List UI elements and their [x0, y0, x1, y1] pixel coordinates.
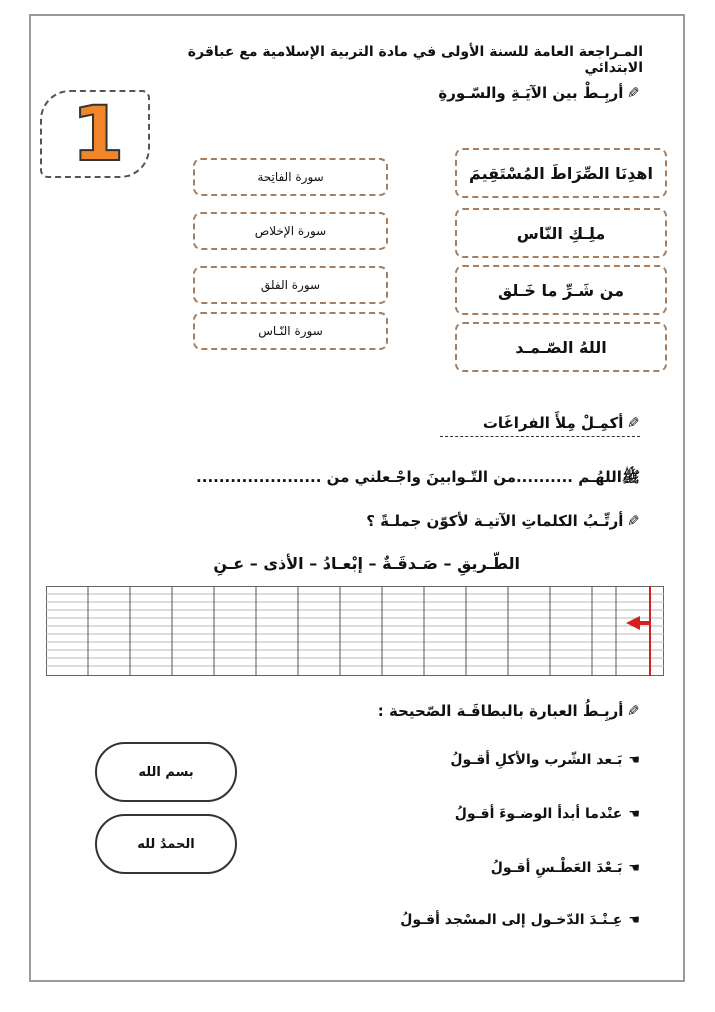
pointing-hand-icon: ☚ — [628, 861, 640, 876]
section3-heading — [330, 512, 640, 530]
pen-icon: ✎ — [627, 84, 640, 102]
phrase-text: عنْدما أبدأ الوضـوءَ أقـولُ — [454, 806, 623, 822]
verse-text: من شَـرِّ ما خَـلق — [497, 280, 625, 300]
fill-blank-sentence: ﷺاللهُـم ..........من التّـوابينَ واجْـعلني من ...................... — [196, 468, 640, 486]
surah-text: سورة الفاتِحة — [257, 170, 324, 184]
surah-card-3[interactable] — [193, 266, 388, 304]
pointing-hand-icon: ☚ — [628, 807, 640, 822]
section2-heading — [440, 414, 640, 437]
phrase-text: عِـنْـدَ الدّخـول إلى المسْجد أقـولُ — [400, 912, 623, 928]
surah-card-4[interactable] — [193, 312, 388, 350]
phrase-4[interactable] — [300, 912, 640, 928]
answer-card-2[interactable] — [95, 814, 237, 874]
surah-card-1[interactable] — [193, 158, 388, 196]
verse-text: اللهُ الصّـمـد — [515, 337, 607, 357]
verse-card-2[interactable] — [455, 208, 667, 258]
pen-icon: ✎ — [627, 512, 640, 530]
surah-card-2[interactable] — [193, 212, 388, 250]
phrase-3[interactable] — [300, 860, 640, 876]
pen-icon: ✎ — [627, 414, 640, 432]
answer-card-text: الحمدُ لله — [137, 836, 195, 852]
answer-card-1[interactable] — [95, 742, 237, 802]
surah-text: سورة الإخلاص — [254, 224, 327, 238]
phrase-text: بَـعد الشّرب والأكلِ أقـولُ — [450, 752, 623, 768]
writing-grid[interactable] — [46, 586, 664, 676]
verse-text: اهدِنَا الصِّرَاطَ المُسْتَقِيمَ — [469, 163, 653, 183]
phrase-1[interactable] — [300, 752, 640, 768]
badge-number: 1 — [71, 89, 125, 178]
phrase-text: بَـعْدَ العَطْـسِ أقـولُ — [490, 860, 623, 876]
surah-text: سورة النّـاس — [258, 324, 323, 338]
pointing-hand-icon: ☚ — [628, 913, 640, 928]
section1-heading — [360, 84, 640, 102]
surah-text: سورة الفلق — [260, 278, 321, 292]
verse-card-4[interactable] — [455, 322, 667, 372]
verse-card-1[interactable] — [455, 148, 667, 198]
section2-heading-text: أكمِـلْ مِلأَ الفراغَات — [482, 414, 624, 432]
verse-text: ملِـكِ النّاس — [516, 223, 606, 243]
section1-heading-text: أربِـطْ بين الآيَـةِ والسّـورةِ — [438, 84, 624, 102]
verse-card-3[interactable] — [455, 265, 667, 315]
grid-lines — [46, 586, 664, 676]
pen-icon: ✎ — [627, 702, 640, 720]
page-title: المـراجعة العامة للسنة الأولى في مادة التربية الإسلامية مع عباقرة الابتدائي — [187, 44, 643, 76]
section4-heading-text: أربِـطُ العبارة بالبطاقَـة الصّحيحة : — [377, 702, 624, 720]
scrambled-words: الطّـريقِ – صَـدقَـةٌ – إبْعـادُ – الأذى – عـنِ — [213, 554, 520, 573]
section4-heading — [370, 702, 640, 720]
answer-card-text: بسم الله — [138, 764, 194, 780]
section3-heading-text: أرتِّـبُ الكلماتِ الآتيـة لأكوّن جملـةً ؟ — [366, 512, 624, 530]
pointing-hand-icon: ☚ — [628, 753, 640, 768]
phrase-2[interactable] — [300, 806, 640, 822]
